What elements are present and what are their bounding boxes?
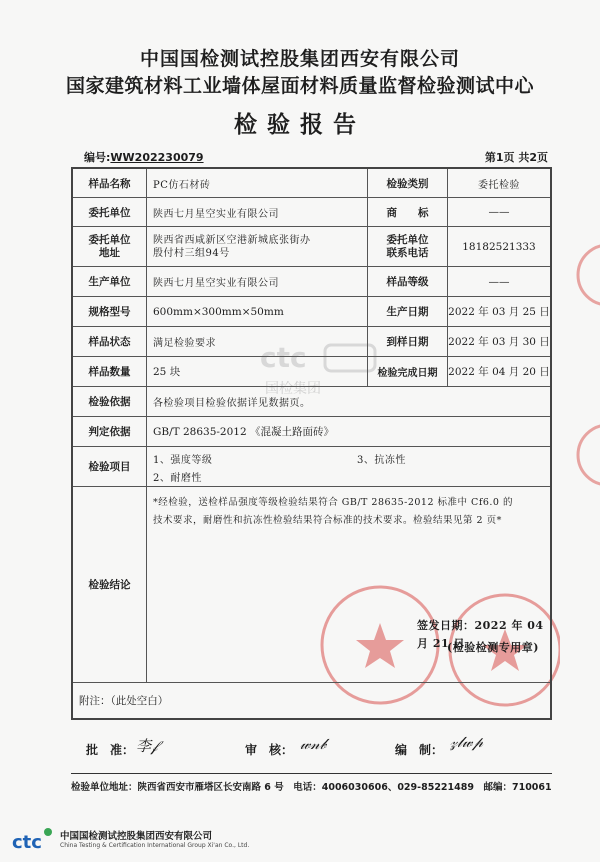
- production-date-value: 2022 年 03 月 25 日: [448, 297, 550, 327]
- producer-value: 陕西七月星空实业有限公司: [147, 267, 368, 297]
- remark: 附注：（此处空白）: [79, 695, 169, 707]
- item-wear: 2、耐磨性: [153, 473, 202, 484]
- report-table: [71, 167, 552, 720]
- report-title: 检验报告: [234, 112, 366, 138]
- page-info: 第1页 共2页: [484, 151, 548, 164]
- client-address-label: 委托单位 地址: [73, 227, 147, 267]
- quantity-label: 样品数量: [73, 357, 147, 387]
- conclusion-text-2: 技术要求，耐磨性和抗冻性检验结果符合标准的技术要求。检验结果见第 2 页*: [153, 515, 502, 526]
- company-name: 中国国检测试控股集团西安有限公司: [139, 48, 460, 70]
- footer-company-cn: 中国国检测试控股集团西安有限公司: [60, 831, 213, 842]
- items-value: [147, 447, 550, 487]
- client-address-value: 陕西省西咸新区空港新城底张街办 殷付村三组94号: [147, 227, 368, 267]
- state-value: 满足检验要求: [147, 327, 368, 357]
- svg-text:国检集团: 国检集团: [265, 381, 321, 397]
- svg-text:ctc: ctc: [12, 832, 42, 853]
- conclusion-value: [147, 487, 550, 683]
- basis-value: 各检验项目检验依据详见数据页。: [147, 387, 550, 417]
- svg-text:ctc: ctc: [260, 341, 307, 374]
- issue-date: 签发日期：2022 年 04 月 21 日: [417, 619, 544, 650]
- side-stamp: [568, 225, 600, 525]
- client-value: 陕西七月星空实业有限公司: [147, 198, 368, 227]
- compile-label: 编 制：: [395, 743, 444, 757]
- producer-label: 生产单位: [73, 267, 147, 297]
- trademark-label: 商 标: [368, 198, 448, 227]
- footer-company-en: China Testing & Certification International Group Xi'an Co., Ltd.: [60, 842, 250, 849]
- review-label: 审 核：: [245, 743, 294, 757]
- seal-note: (检验检测专用章): [447, 641, 539, 654]
- completion-date-label: 检验完成日期: [368, 357, 448, 387]
- state-label: 样品状态: [73, 327, 147, 357]
- compile-signature: 𝓏𝓁𝓌𝓅: [450, 733, 484, 751]
- conclusion-text-1: *经检验，送检样品强度等级检验结果符合 GB/T 28635-2012 标准中 Cf6.0 的: [153, 497, 513, 508]
- conclusion-label: 检验结论: [73, 487, 147, 683]
- sample-name-value: PC仿石材砖: [147, 169, 368, 198]
- center-name: 国家建筑材料工业墙体屋面材料质量监督检验测试中心: [65, 75, 534, 97]
- inspection-type-value: 委托检验: [448, 169, 550, 198]
- approve-label: 批 准：: [86, 743, 135, 757]
- client-phone-value: 18182521333: [448, 227, 550, 267]
- quantity-value: 25 块: [147, 357, 368, 387]
- lab-address: 检验单位地址：陕西省西安市雁塔区长安南路 6 号 电话：4006030606、029-85221489 邮编：710061: [71, 773, 552, 793]
- production-date-label: 生产日期: [368, 297, 448, 327]
- report-number: 编号:WW202230079: [84, 151, 204, 164]
- footer: [0, 812, 600, 862]
- arrival-date-label: 到样日期: [368, 327, 448, 357]
- inspection-type-label: 检验类别: [368, 169, 448, 198]
- basis-label: 检验依据: [73, 387, 147, 417]
- approve-signature: 李𝒻: [136, 737, 158, 755]
- trademark-value: ——: [448, 198, 550, 227]
- client-phone-label: 委托单位 联系电话: [368, 227, 448, 267]
- sample-name-label: 样品名称: [73, 169, 147, 198]
- client-label: 委托单位: [73, 198, 147, 227]
- judgement-label: 判定依据: [73, 417, 147, 447]
- completion-date-value: 2022 年 04 月 20 日: [448, 357, 550, 387]
- judgement-value: GB/T 28635-2012 《混凝土路面砖》: [147, 417, 550, 447]
- grade-label: 样品等级: [368, 267, 448, 297]
- items-label: 检验项目: [73, 447, 147, 487]
- item-strength: 1、强度等级: [153, 455, 213, 466]
- item-frost: 3、抗冻性: [357, 455, 406, 466]
- review-signature: 𝓌𝓃𝒷: [300, 735, 327, 753]
- grade-value: ——: [448, 267, 550, 297]
- ctc-logo-icon: [12, 826, 56, 854]
- spec-value: 600mm×300mm×50mm: [147, 297, 368, 327]
- spec-label: 规格型号: [73, 297, 147, 327]
- arrival-date-value: 2022 年 03 月 30 日: [448, 327, 550, 357]
